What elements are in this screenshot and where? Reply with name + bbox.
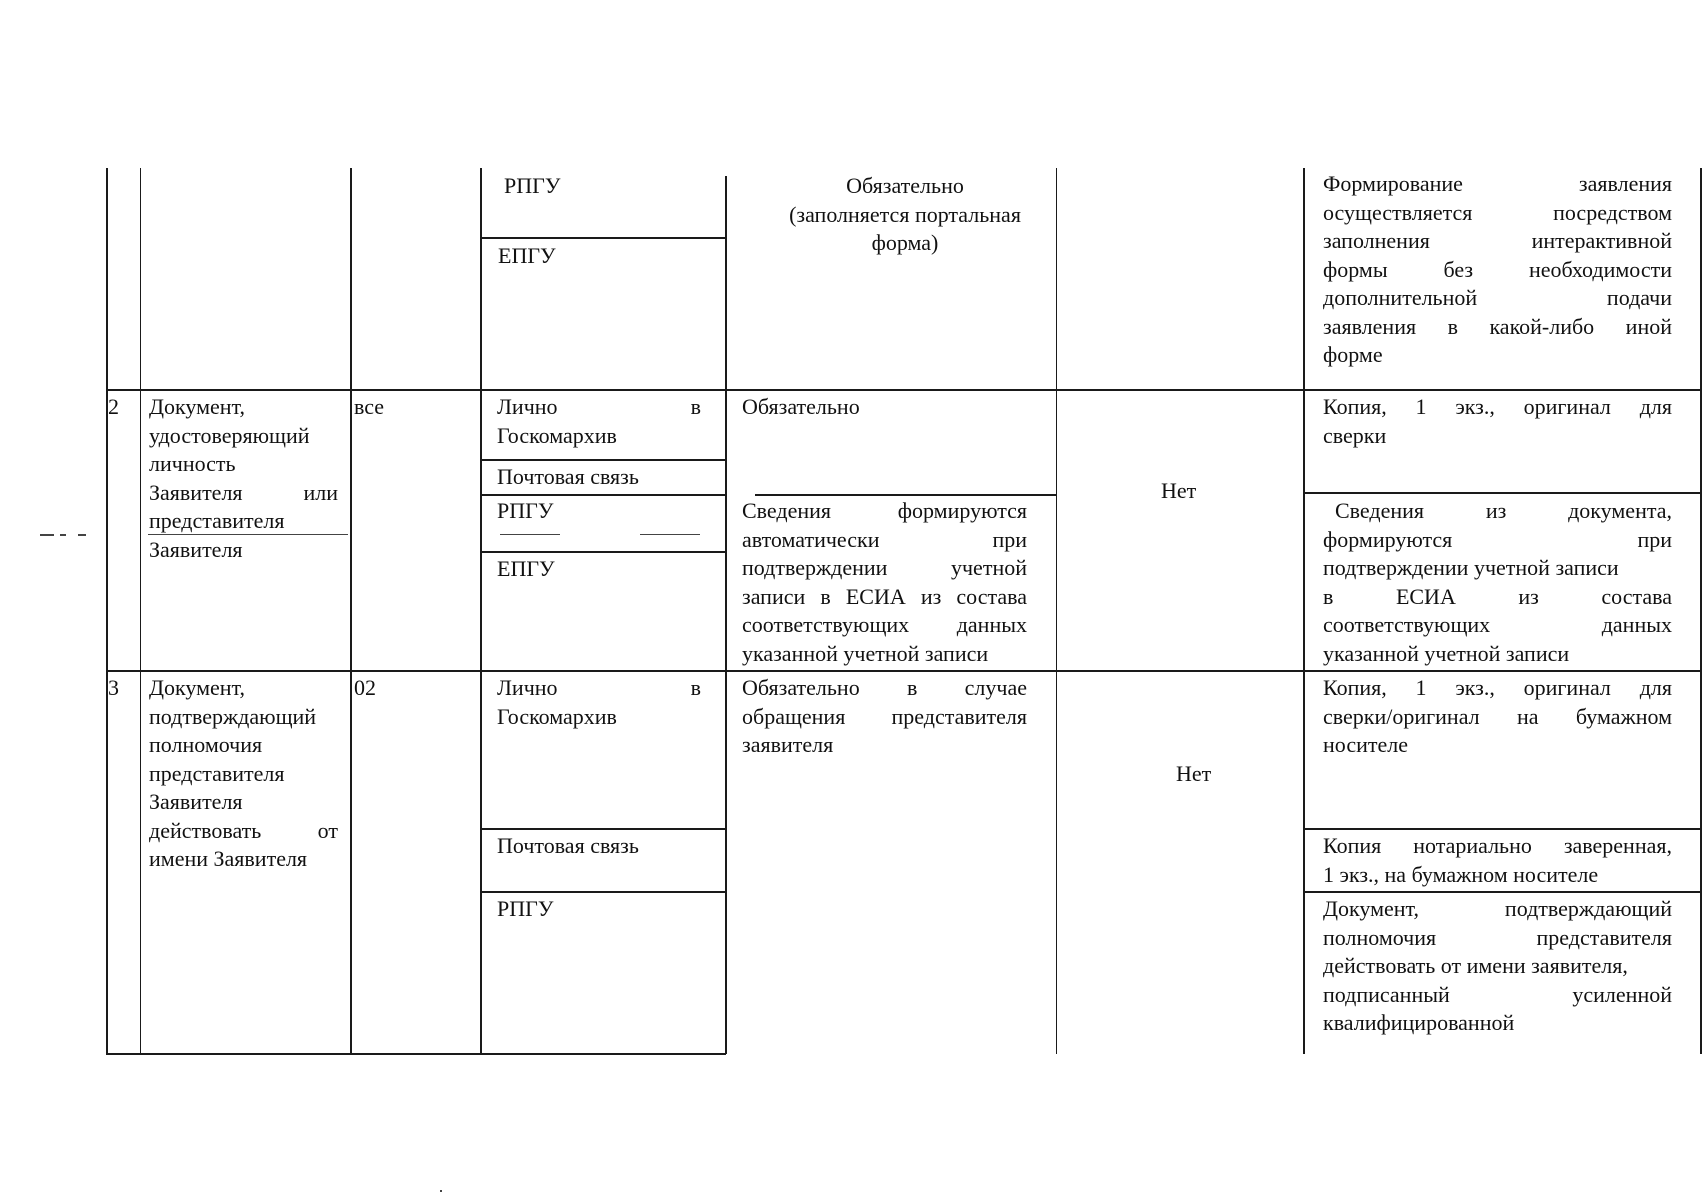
method-epgu: ЕПГУ xyxy=(498,243,556,268)
name-line: имени Заявителя xyxy=(149,846,308,871)
scan-artifact xyxy=(500,534,560,535)
method-sub-divider xyxy=(480,891,726,893)
requirement-sub-divider xyxy=(755,494,1057,496)
note-copy xyxy=(1323,393,1672,450)
requirement-line: записи в ЕСИА из состава xyxy=(742,583,1027,609)
note-info xyxy=(1323,497,1672,668)
requirement-line: указанной учетной записи xyxy=(742,640,989,666)
note-line: соответствующих данных xyxy=(1323,612,1672,637)
note-line: заполнения интерактивной xyxy=(1323,228,1672,253)
category-cell: 02 xyxy=(354,675,376,700)
name-line: действовать от xyxy=(149,817,338,843)
column-divider-4 xyxy=(725,176,727,1054)
method-line: Госкомархив xyxy=(497,703,617,729)
note-line: полномочия представителя xyxy=(1323,924,1672,950)
column-divider-5 xyxy=(1056,168,1057,1054)
note-line: осуществляется посредством xyxy=(1323,199,1672,225)
table-border-left xyxy=(106,168,108,1054)
mandatory-flag: Нет xyxy=(1161,478,1197,503)
requirement-line: форма) xyxy=(871,230,939,255)
method-post: Почтовая связь xyxy=(497,464,639,489)
method-post: Почтовая связь xyxy=(497,833,639,858)
requirement-line: заявителя xyxy=(742,732,834,757)
column-divider-6 xyxy=(1303,168,1305,1054)
method-sub-divider xyxy=(480,494,726,496)
requirement-cell xyxy=(740,172,1070,258)
requirement-cell xyxy=(742,674,1027,760)
column-divider-2 xyxy=(350,168,352,1054)
note-sub-divider xyxy=(1303,828,1702,830)
column-divider-1 xyxy=(140,168,141,1054)
requirement-line: соответствующих данных xyxy=(742,612,1027,637)
requirement-line: Обязательно xyxy=(846,173,964,198)
note-line: формы без необходимости xyxy=(1323,256,1672,282)
note-electronic xyxy=(1323,895,1672,1038)
requirement-line: (заполняется портальная xyxy=(789,201,1021,227)
scan-artifact xyxy=(40,534,54,536)
note-sub-divider xyxy=(1303,492,1702,494)
requirement-auto xyxy=(742,497,1027,668)
row-number: 2 xyxy=(108,394,119,419)
note-line: в ЕСИА из состава xyxy=(1323,583,1672,609)
method-rpgu: РПГУ xyxy=(504,173,561,198)
document-name-cell xyxy=(149,674,338,874)
note-line: действовать от имени заявителя, xyxy=(1323,953,1628,978)
note-sub-divider xyxy=(1303,891,1702,893)
note-line: подписанный усиленной xyxy=(1323,981,1672,1007)
note-line: формируются при xyxy=(1323,526,1672,552)
requirement-mandatory: Обязательно xyxy=(742,394,860,419)
name-line: подтверждающий xyxy=(149,703,317,729)
row-number: 3 xyxy=(108,675,119,700)
table-border-right xyxy=(1700,168,1702,1054)
method-sub-divider xyxy=(480,551,726,553)
note-line: носителе xyxy=(1323,732,1408,757)
method-line: Лично в xyxy=(497,394,701,419)
requirement-line: Сведения формируются xyxy=(742,498,1027,523)
method-rpgu: РПГУ xyxy=(497,896,554,921)
method-epgu: ЕПГУ xyxy=(497,556,555,581)
document-name-cell xyxy=(149,393,338,564)
method-sub-divider xyxy=(480,459,726,461)
row-divider-1 xyxy=(106,389,1702,391)
method-sub-divider xyxy=(480,828,726,830)
note-notarized xyxy=(1323,832,1672,889)
name-line: Заявителя xyxy=(149,536,243,562)
name-line: Заявителя xyxy=(149,789,243,814)
scan-artifact xyxy=(60,534,66,536)
name-line: представителя xyxy=(149,508,285,533)
note-line: Копия, 1 экз., оригинал для xyxy=(1323,675,1672,700)
scan-artifact xyxy=(78,534,86,536)
scan-artifact xyxy=(640,534,700,535)
table-border-bottom xyxy=(106,1053,726,1055)
note-line: Сведения из документа, xyxy=(1335,498,1672,523)
column-divider-3 xyxy=(480,168,482,1054)
note-line: сверки/оригинал на бумажном xyxy=(1323,703,1672,729)
scan-artifact xyxy=(440,1190,442,1192)
method-in-person xyxy=(497,393,701,450)
note-line: Копия нотариально заверенная, xyxy=(1323,833,1672,858)
note-line: форме xyxy=(1323,342,1383,367)
name-line: личность xyxy=(149,451,236,476)
category-cell: все xyxy=(354,394,385,419)
note-cell xyxy=(1323,170,1672,370)
method-in-person xyxy=(497,674,701,731)
note-line: подтверждении учетной записи xyxy=(1323,555,1619,580)
name-line: Документ, xyxy=(149,394,246,419)
note-line: указанной учетной записи xyxy=(1323,640,1570,666)
mandatory-flag: Нет xyxy=(1176,761,1212,786)
note-line: сверки xyxy=(1323,422,1387,448)
name-line: представителя xyxy=(149,760,285,786)
name-line: удостоверяющий xyxy=(149,422,310,448)
note-line: Документ, подтверждающий xyxy=(1323,896,1672,921)
note-line: квалифицированной xyxy=(1323,1010,1515,1035)
note-copy xyxy=(1323,674,1672,760)
requirement-line: обращения представителя xyxy=(742,703,1027,729)
requirement-line: подтверждении учетной xyxy=(742,555,1027,580)
name-line: Заявителя или xyxy=(149,479,338,505)
requirement-line: Обязательно в случае xyxy=(742,675,1027,700)
method-rpgu: РПГУ xyxy=(497,498,554,523)
note-line: дополнительной подачи xyxy=(1323,285,1672,310)
name-line: полномочия xyxy=(149,732,263,757)
note-line: Копия, 1 экз., оригинал для xyxy=(1323,394,1672,419)
method-line: Лично в xyxy=(497,675,701,700)
note-line: 1 экз., на бумажном носителе xyxy=(1323,861,1599,887)
note-line: Формирование заявления xyxy=(1323,171,1672,196)
name-line: Документ, xyxy=(149,675,246,700)
note-line: заявления в какой-либо иной xyxy=(1323,313,1672,339)
method-sub-divider xyxy=(480,237,726,239)
method-line: Госкомархив xyxy=(497,422,617,448)
row-divider-2 xyxy=(106,670,1702,672)
requirement-line: автоматически при xyxy=(742,526,1027,552)
